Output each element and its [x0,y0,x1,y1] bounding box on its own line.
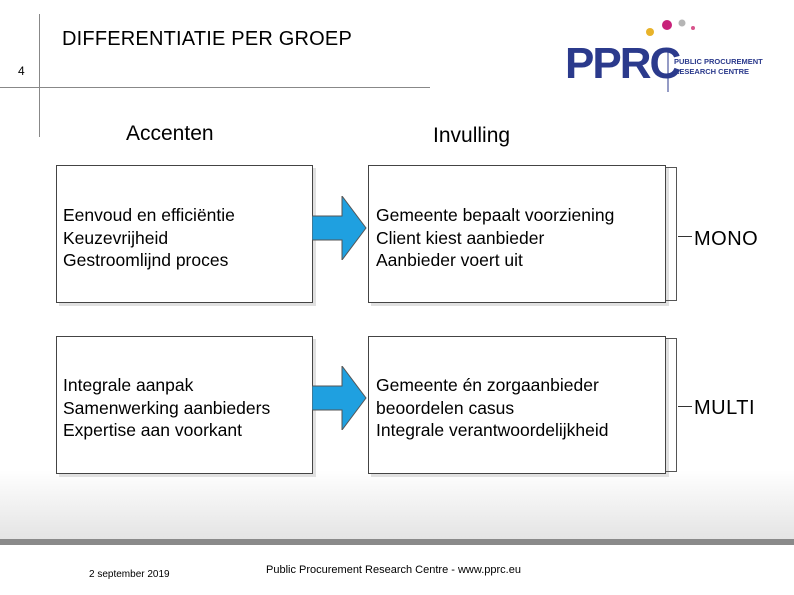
logo-line1: PUBLIC PROCUREMENT [674,57,763,66]
logo-dot-yellow [646,28,654,36]
invulling-list-multi [376,374,609,442]
tag-multi: MULTI [694,397,756,419]
accenten-item: Eenvoud en efficiëntie [63,205,235,225]
logo-mark: PPRC [565,39,680,88]
logo-dot-small [691,26,695,30]
accenten-item: Gestroomlijnd proces [63,250,229,270]
page-number: 4 [18,64,25,78]
invulling-item: beoordelen casus [376,397,515,418]
bracket-mono [666,167,677,301]
accenten-item: Expertise aan voorkant [63,420,242,440]
accenten-header: Accenten [126,122,214,145]
invulling-list-mono [376,204,614,272]
arrow-right-icon [312,196,368,260]
accenten-item: Samenwerking aanbieders [63,397,271,418]
footer-date: 2 september 2019 [89,569,170,580]
connector-mono [678,236,692,237]
bracket-multi [666,338,677,472]
invulling-item: Client kiest aanbieder [376,227,545,248]
page-title: DIFFERENTIATIE PER GROEP [62,28,353,50]
pprc-logo [560,10,780,100]
tag-mono: MONO [694,228,759,250]
arrow-right-icon [312,366,368,430]
connector-multi [678,406,692,407]
logo-dot-pink [662,20,672,30]
invulling-item: Integrale verantwoordelijkheid [376,420,609,440]
accenten-list-mono [63,204,235,272]
accenten-item: Integrale aanpak [63,375,194,395]
accenten-item: Keuzevrijheid [63,227,169,248]
invulling-header: Invulling [433,124,511,147]
invulling-item: Aanbieder voert uit [376,250,523,270]
invulling-item: Gemeente én zorgaanbieder [376,375,599,395]
horizontal-rule [0,87,430,88]
logo-dot-grey [679,20,686,27]
invulling-item: Gemeente bepaalt voorziening [376,205,615,225]
vertical-rule [39,14,40,137]
accenten-list-multi [63,374,270,442]
footer-text: Public Procurement Research Centre - www.pprc.eu [266,564,521,576]
logo-line2: RESEARCH CENTRE [674,67,750,76]
